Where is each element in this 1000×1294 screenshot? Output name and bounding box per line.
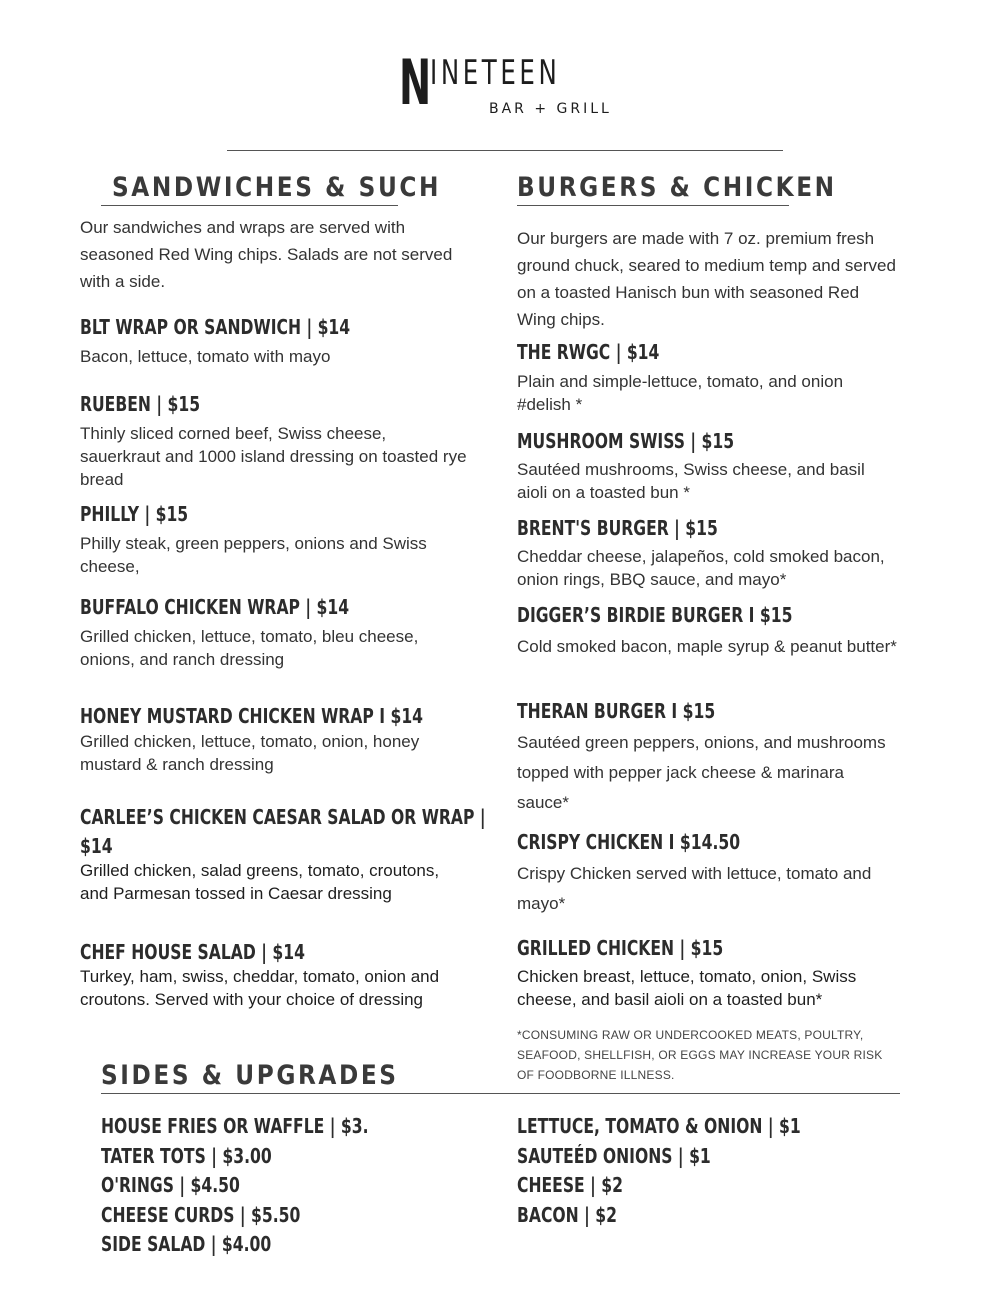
menu-item-desc: Thinly sliced corned beef, Swiss cheese, sauerkraut and 1000 island dressing on toasted rye bread [80, 424, 467, 489]
menu-item-title: BUFFALO CHICKEN WRAP | $14 [80, 595, 350, 619]
side-item: SAUTEÉD ONIONS | $1 [517, 1143, 711, 1168]
sandwiches-title-underline [101, 205, 398, 206]
sides-list-right [517, 1112, 801, 1230]
menu-item-desc: Grilled chicken, salad greens, tomato, croutons, and Parmesan tossed in Caesar dressing [80, 861, 440, 903]
side-item: BACON | $2 [517, 1202, 617, 1227]
menu-item-title: BLT WRAP OR SANDWICH | $14 [80, 315, 351, 339]
raw-food-disclaimer: *CONSUMING RAW OR UNDERCOOKED MEATS, POULTRY, SEAFOOD, SHELLFISH, OR EGGS MAY INCREASE YOUR RISK OF FOODBORNE ILLNESS. [517, 1028, 883, 1082]
sides-divider [101, 1093, 900, 1094]
menu-item-title: MUSHROOM SWISS | $15 [517, 429, 735, 453]
section-title-sandwiches: SANDWICHES & SUCH [112, 172, 442, 203]
menu-item-title: THE RWGC | $14 [517, 340, 660, 364]
menu-item-title: PHILLY | $15 [80, 502, 189, 526]
menu-item-title: CHEF HOUSE SALAD | $14 [80, 940, 305, 964]
menu-item-title: RUEBEN | $15 [80, 392, 201, 416]
menu-item-desc: Chicken breast, lettuce, tomato, onion, Swiss cheese, and basil aioli on a toasted bun* [517, 967, 857, 1009]
side-item: TATER TOTS | $3.00 [101, 1143, 272, 1168]
menu-item-desc: Crispy Chicken served with lettuce, tomato and mayo* [517, 864, 872, 913]
menu-item-title-continued: $14 [80, 834, 113, 858]
menu-item-desc: Plain and simple-lettuce, tomato, and onion #delish * [517, 372, 844, 414]
logo-initial: N [399, 46, 432, 119]
section-title-burgers: BURGERS & CHICKEN [517, 172, 837, 203]
menu-item-desc: Turkey, ham, swiss, cheddar, tomato, onion and croutons. Served with your choice of dressing [80, 967, 440, 1009]
menu-item-desc: Bacon, lettuce, tomato with mayo [80, 347, 331, 366]
logo-tagline: BAR + GRILL [489, 101, 612, 117]
burgers-intro: Our burgers are made with 7 oz. premium fresh ground chuck, seared to medium temp and served on a toasted Hanisch bun with seasoned Red Wing chips. [517, 229, 896, 329]
menu-item-title: THERAN BURGER I $15 [517, 699, 716, 723]
section-title-sides: SIDES & UPGRADES [101, 1060, 399, 1091]
menu-item-desc: Cold smoked bacon, maple syrup & peanut butter* [517, 637, 897, 656]
header-divider [227, 150, 783, 151]
menu-item-title: HONEY MUSTARD CHICKEN WRAP I $14 [80, 704, 424, 728]
side-item: CHEESE | $2 [517, 1173, 623, 1197]
burgers-title-underline [517, 205, 789, 206]
menu-item-title: DIGGER’S BIRDIE BURGER I $15 [517, 603, 793, 627]
menu-item-desc: Sautéed mushrooms, Swiss cheese, and basil aioli on a toasted bun * [517, 460, 865, 502]
side-item: O'RINGS | $4.50 [101, 1173, 240, 1197]
menu-item-desc: Grilled chicken, lettuce, tomato, bleu cheese, onions, and ranch dressing [80, 627, 419, 669]
menu-item-title: BRENT'S BURGER | $15 [517, 516, 718, 540]
menu-item-desc: Cheddar cheese, jalapeños, cold smoked bacon, onion rings, BBQ sauce, and mayo* [517, 547, 885, 589]
sides-list-left [101, 1112, 369, 1260]
menu-item-title: CRISPY CHICKEN I $14.50 [517, 830, 741, 854]
sandwiches-intro: Our sandwiches and wraps are served with seasoned Red Wing chips. Salads are not served with a side. [80, 218, 453, 291]
menu-item-title: CARLEE’S CHICKEN CAESAR SALAD OR WRAP | [80, 805, 486, 829]
menu-item-desc: Sautéed green peppers, onions, and mushrooms topped with pepper jack cheese & marinara sauce* [517, 733, 886, 812]
menu-item-desc: Grilled chicken, lettuce, tomato, onion, honey mustard & ranch dressing [80, 732, 420, 774]
side-item: CHEESE CURDS | $5.50 [101, 1202, 301, 1227]
logo-name: INETEEN [430, 53, 561, 93]
side-item: HOUSE FRIES OR WAFFLE | $3. [101, 1114, 369, 1138]
side-item: LETTUCE, TOMATO & ONION | $1 [517, 1114, 801, 1138]
menu-item-desc: Philly steak, green peppers, onions and Swiss cheese, [80, 534, 427, 576]
side-item: SIDE SALAD | $4.00 [101, 1232, 272, 1256]
menu-item-title: GRILLED CHICKEN | $15 [517, 936, 724, 960]
